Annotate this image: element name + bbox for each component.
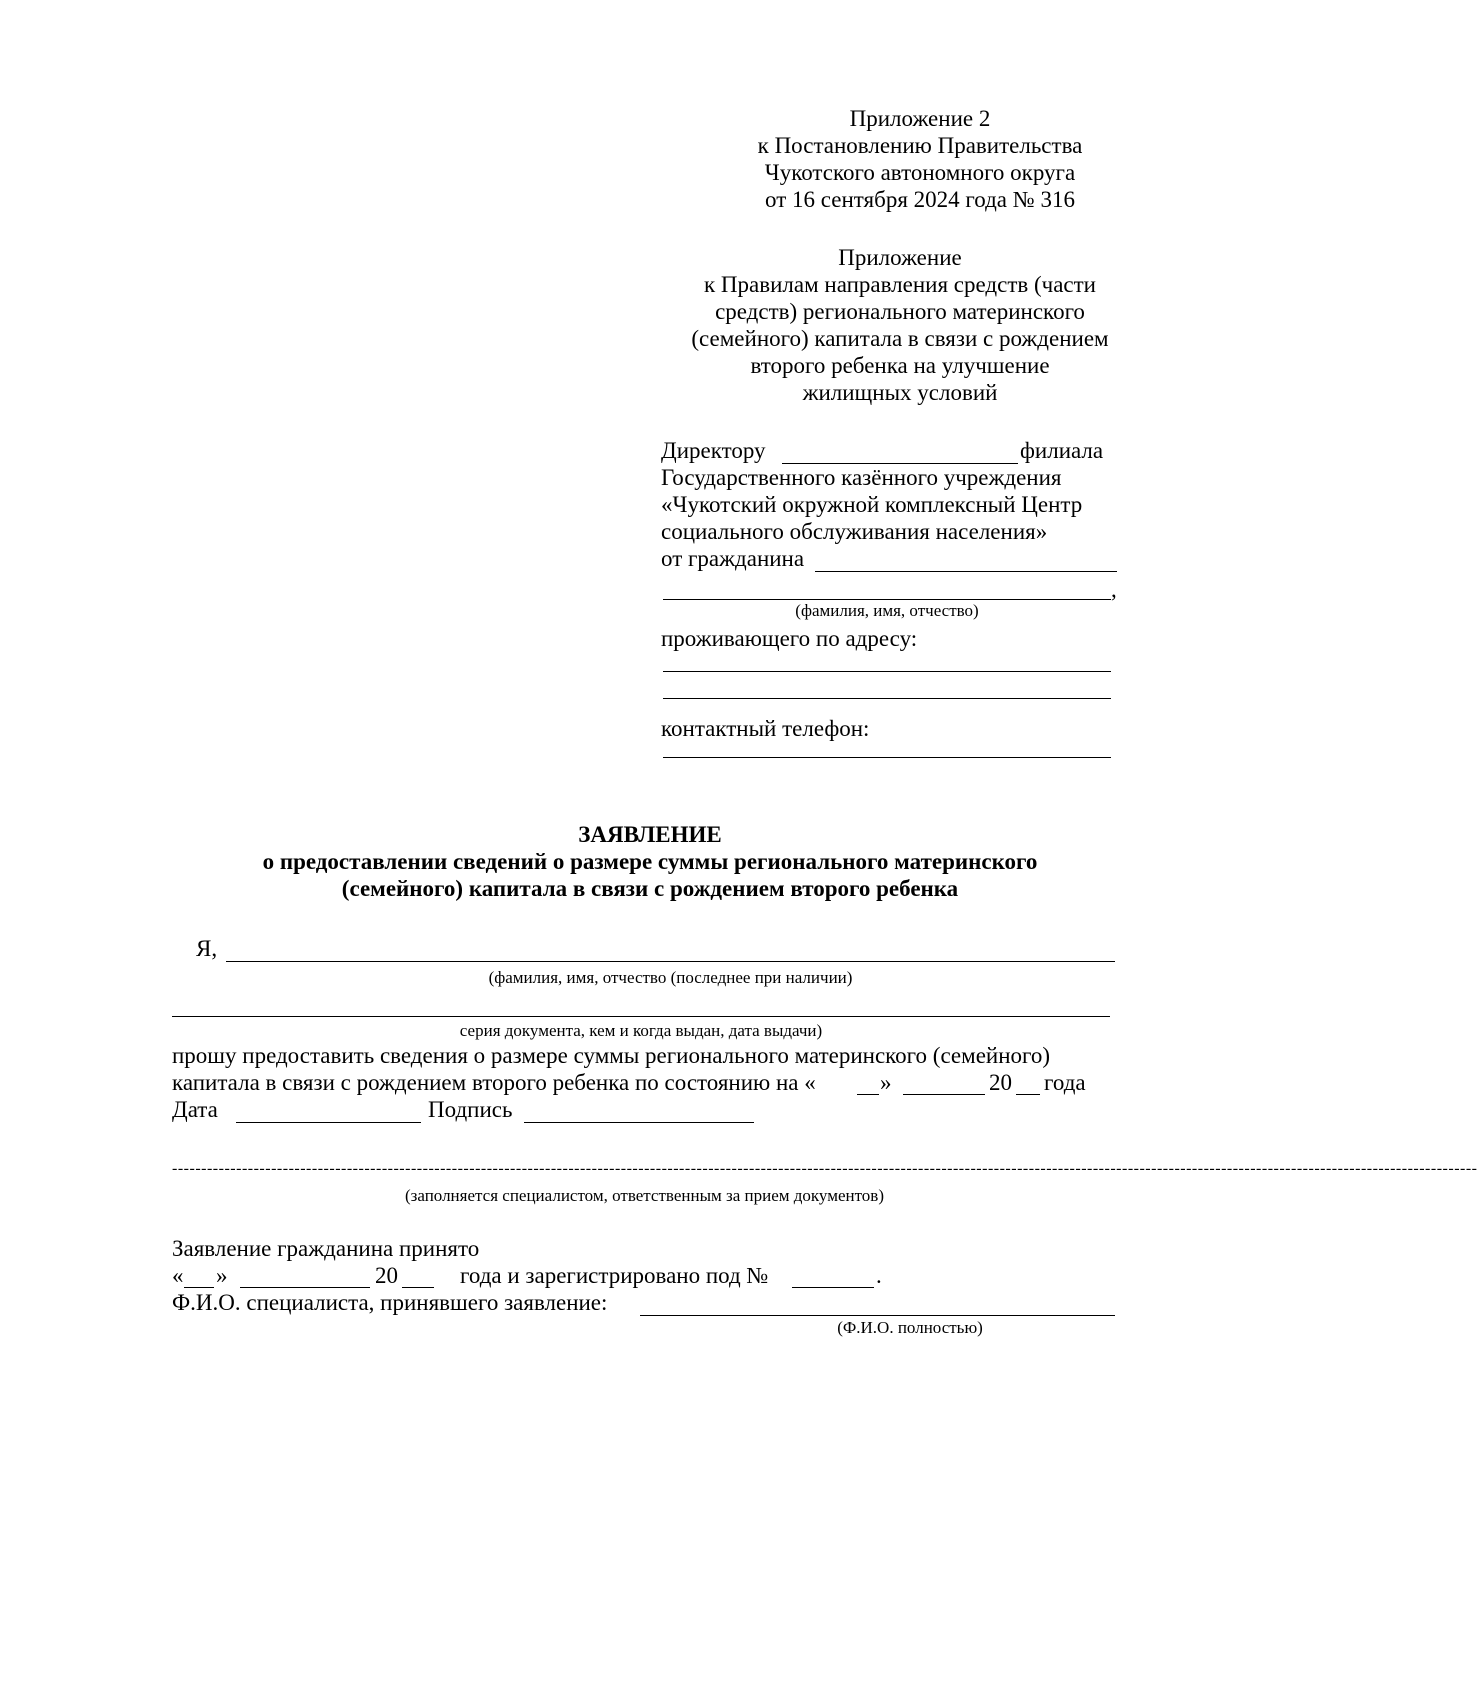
director-label: Директору bbox=[661, 438, 766, 463]
appendix2-line1: Приложение 2 bbox=[849, 106, 991, 131]
specialist-fio-field[interactable] bbox=[640, 1315, 1115, 1316]
phone-field[interactable] bbox=[663, 757, 1111, 758]
director-name-field[interactable] bbox=[782, 463, 1018, 464]
appendix2-line3: Чукотского автономного округа bbox=[764, 160, 1076, 185]
address-field-2[interactable] bbox=[663, 698, 1111, 699]
registration-number-field[interactable] bbox=[792, 1287, 874, 1288]
specialist-caption: (заполняется специалистом, ответственным за прием документов) bbox=[405, 1186, 884, 1205]
address-field-1[interactable] bbox=[663, 671, 1111, 672]
accepted-close-quote: » bbox=[216, 1263, 228, 1288]
document-title: ЗАЯВЛЕНИЕ bbox=[578, 822, 722, 847]
phone-label: контактный телефон: bbox=[661, 716, 870, 741]
cut-line-separator: -------------------------------------------------------------------------------------------------------------------------------------------------------------------------------------------------------------------------------- bbox=[172, 1160, 1478, 1177]
appendix2-line2: к Постановлению Правительства bbox=[757, 133, 1083, 158]
specialist-fio-caption: (Ф.И.О. полностью) bbox=[837, 1318, 983, 1337]
request-line-2-end: года bbox=[1044, 1070, 1086, 1095]
i-label: Я, bbox=[196, 936, 218, 961]
appendix2-line4: от 16 сентября 2024 года № 316 bbox=[765, 187, 1075, 212]
accepted-open-quote: « bbox=[172, 1263, 184, 1288]
signature-label: Подпись bbox=[428, 1097, 513, 1122]
addressee-line3: «Чукотский окружной комплексный Центр bbox=[661, 492, 1083, 517]
appendix-rules-line4: (семейного) капитала в связи с рождением bbox=[691, 326, 1109, 351]
accepted-label: Заявление гражданина принято bbox=[172, 1236, 480, 1261]
applicant-fio-caption: (фамилия, имя, отчество (последнее при наличии) bbox=[488, 968, 853, 987]
applicant-fio-field[interactable] bbox=[226, 961, 1115, 962]
specialist-fio-label: Ф.И.О. специалиста, принявшего заявление: bbox=[172, 1290, 608, 1315]
addressee-line4: социального обслуживания населения» bbox=[661, 519, 1048, 544]
accepted-year-prefix: 20 bbox=[375, 1263, 398, 1288]
appendix-rules-line1: Приложение bbox=[838, 245, 962, 270]
signature-field[interactable] bbox=[524, 1122, 754, 1123]
date-field[interactable] bbox=[236, 1122, 421, 1123]
citizen-name-field-1[interactable] bbox=[815, 571, 1117, 572]
request-line-2-start: капитала в связи с рождением второго ребенка по состоянию на « bbox=[172, 1070, 816, 1095]
from-citizen-label: от гражданина bbox=[661, 546, 805, 571]
accepted-month-field[interactable] bbox=[240, 1287, 370, 1288]
appendix-rules-line6: жилищных условий bbox=[802, 380, 998, 405]
document-info-field[interactable] bbox=[172, 1016, 1110, 1017]
registration-period: . bbox=[876, 1263, 882, 1288]
request-year-prefix: 20 bbox=[989, 1070, 1012, 1095]
document-subtitle-1: о предоставлении сведений о размере суммы регионального материнского bbox=[262, 849, 1038, 874]
appendix-rules-line3: средств) регионального материнского bbox=[715, 299, 1085, 324]
citizen-fio-caption: (фамилия, имя, отчество) bbox=[795, 601, 979, 620]
citizen-name-comma: , bbox=[1111, 577, 1117, 602]
citizen-name-field-2[interactable] bbox=[663, 599, 1111, 600]
accepted-day-field[interactable] bbox=[184, 1287, 214, 1288]
request-line-2-quote: » bbox=[880, 1070, 892, 1095]
document-info-caption: серия документа, кем и когда выдан, дата выдачи) bbox=[459, 1021, 823, 1040]
document-subtitle-2: (семейного) капитала в связи с рождением второго ребенка bbox=[341, 876, 959, 901]
registered-label: года и зарегистрировано под № bbox=[460, 1263, 769, 1288]
request-month-field[interactable] bbox=[903, 1094, 985, 1095]
appendix-rules-line5: второго ребенка на улучшение bbox=[750, 353, 1050, 378]
date-label: Дата bbox=[172, 1097, 218, 1122]
appendix-rules-line2: к Правилам направления средств (части bbox=[703, 272, 1096, 297]
addressee-line2: Государственного казённого учреждения bbox=[661, 465, 1062, 490]
request-year-field[interactable] bbox=[1016, 1094, 1040, 1095]
branch-label: филиала bbox=[1020, 438, 1104, 463]
accepted-year-field[interactable] bbox=[402, 1287, 434, 1288]
request-line-1: прошу предоставить сведения о размере суммы регионального материнского (семейного) bbox=[172, 1043, 1051, 1068]
address-label: проживающего по адресу: bbox=[661, 626, 918, 651]
request-day-field[interactable] bbox=[857, 1094, 879, 1095]
